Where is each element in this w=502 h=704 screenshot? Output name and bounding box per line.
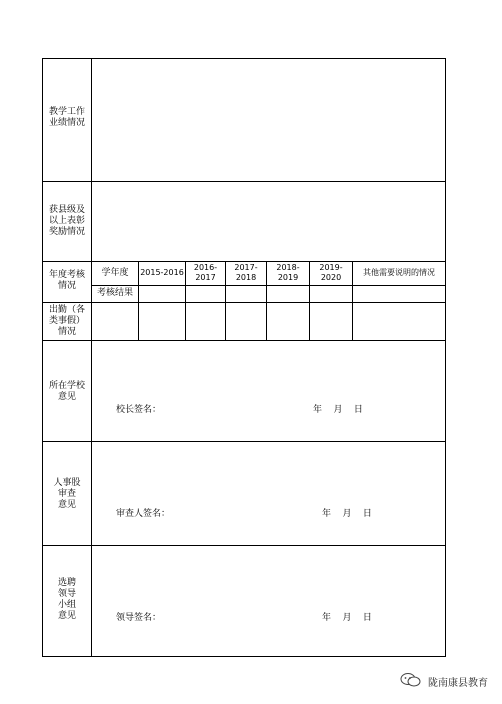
- other-notes-header: 其他需要说明的情况: [363, 268, 435, 277]
- year-2018-2019: 2018- 2019: [276, 263, 300, 282]
- teaching-label: 教学工作 业绩情况: [48, 107, 85, 128]
- row-divider: [42, 340, 446, 341]
- hr-opinion-label: 人事股 审查 意见: [53, 478, 81, 510]
- annual-review-label: 年度考核 情况: [48, 270, 85, 291]
- selection-opinion-date: 年 月 日: [322, 613, 372, 623]
- leader-signature-label: 领导签名：: [116, 613, 162, 623]
- selection-opinion-label: 选聘 领导 小组 意见: [57, 578, 76, 621]
- watermark: [400, 673, 488, 690]
- row-divider: [91, 285, 446, 286]
- table-border-top: [42, 58, 446, 59]
- school-opinion-date: 年 月 日: [313, 405, 363, 415]
- hr-opinion-date: 年 月 日: [322, 509, 372, 519]
- row-divider: [42, 441, 446, 442]
- wechat-icon: [400, 673, 422, 690]
- row-divider: [42, 181, 446, 182]
- school-opinion-label: 所在学校 意见: [48, 381, 85, 402]
- table-border-left: [42, 58, 43, 657]
- label-column-divider: [91, 58, 92, 657]
- year-2017-2018: 2017- 2018: [234, 263, 258, 282]
- row-divider: [42, 261, 446, 262]
- principal-signature-label: 校长签名：: [116, 405, 162, 415]
- year-2016-2017: 2016- 2017: [193, 263, 218, 282]
- year-2019-2020: 2019- 2020: [319, 263, 343, 282]
- watermark-text: 陇南康县教育: [428, 678, 488, 689]
- awards-label: 获县级及 以上表彰 奖励情况: [48, 205, 85, 237]
- row-divider: [42, 545, 446, 546]
- table-border-bottom: [42, 656, 446, 657]
- reviewer-signature-label: 审查人签名：: [116, 509, 171, 519]
- review-result-label: 考核结果: [96, 288, 133, 298]
- school-year-header: 学年度: [101, 268, 129, 278]
- year-2015-2016: 2015-2016: [140, 268, 184, 277]
- row-divider: [42, 302, 446, 303]
- table-border-right: [445, 58, 446, 657]
- attendance-label: 出勤（各 类事假） 情况: [48, 305, 85, 337]
